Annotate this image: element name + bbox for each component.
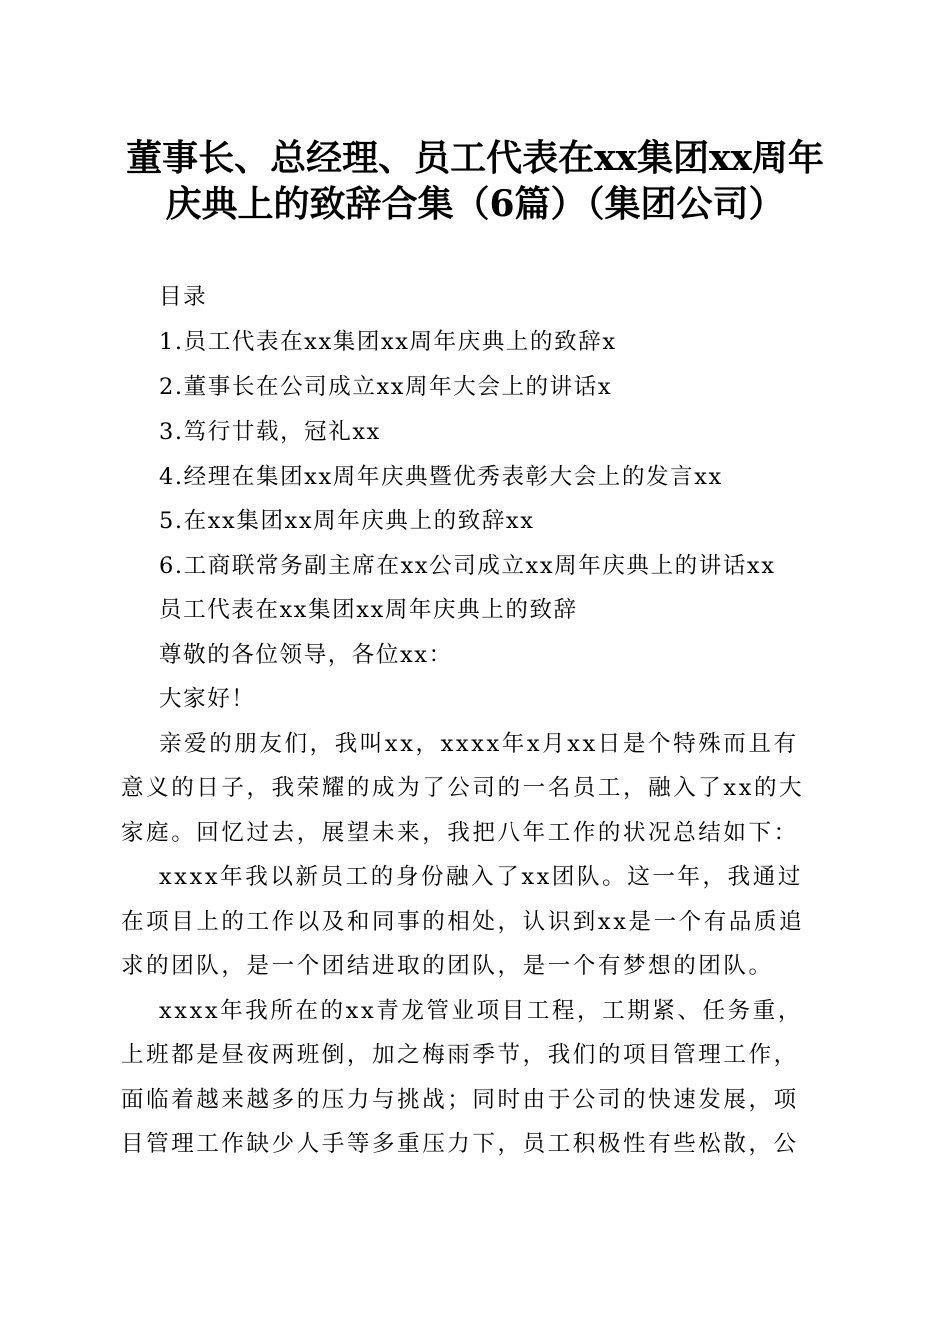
toc-item-4: 4.经理在集团xx周年庆典暨优秀表彰大会上的发言xx: [159, 464, 723, 490]
toc-heading: 目录: [159, 284, 208, 310]
salutation: 尊敬的各位领导，各位xx：: [159, 642, 453, 668]
paragraph-line: 亲爱的朋友们，我叫xx，xxxx年x月xx日是个特殊而且有: [159, 731, 799, 757]
toc-item-1: 1.员工代表在xx集团xx周年庆典上的致辞x: [159, 329, 617, 355]
section-title: 员工代表在xx集团xx周年庆典上的致辞: [159, 597, 578, 623]
document-title-line-1: 董事长、总经理、员工代表在xx集团xx周年: [126, 137, 824, 179]
paragraph-line: 求的团队，是一个团结进取的团队，是一个有梦想的团队。: [121, 953, 774, 979]
paragraph-line: 面临着越来越多的压力与挑战；同时由于公司的快速发展，项: [121, 1087, 799, 1113]
toc-item-2: 2.董事长在公司成立xx周年大会上的讲话x: [159, 374, 613, 400]
paragraph-line: 上班都是昼夜两班倒，加之梅雨季节，我们的项目管理工作，: [121, 1042, 799, 1068]
paragraph-line: xxxx年我以新员工的身份融入了xx团队。这一年，我通过: [159, 864, 803, 890]
paragraph-line: 家庭。回忆过去，展望未来，我把八年工作的状况总结如下：: [121, 820, 799, 846]
toc-item-5: 5.在xx集团xx周年庆典上的致辞xx: [159, 508, 535, 534]
document-title-line-2: 庆典上的致辞合集（6篇）（集团公司）: [165, 183, 785, 225]
greeting: 大家好！: [159, 686, 256, 712]
paragraph-line: 目管理工作缺少人手等多重压力下，员工积极性有些松散，公: [121, 1131, 799, 1157]
toc-item-6: 6.工商联常务副主席在xx公司成立xx周年庆典上的讲话xx: [159, 553, 776, 579]
paragraph-line: 在项目上的工作以及和同事的相处，认识到xx是一个有品质追: [121, 909, 805, 935]
paragraph-line: xxxx年我所在的xx青龙管业项目工程，工期紧、任务重，: [159, 998, 803, 1024]
paragraph-line: 意义的日子，我荣耀的成为了公司的一名员工，融入了xx的大: [121, 775, 805, 801]
toc-item-3: 3.笃行廿载，冠礼xx: [159, 419, 381, 445]
